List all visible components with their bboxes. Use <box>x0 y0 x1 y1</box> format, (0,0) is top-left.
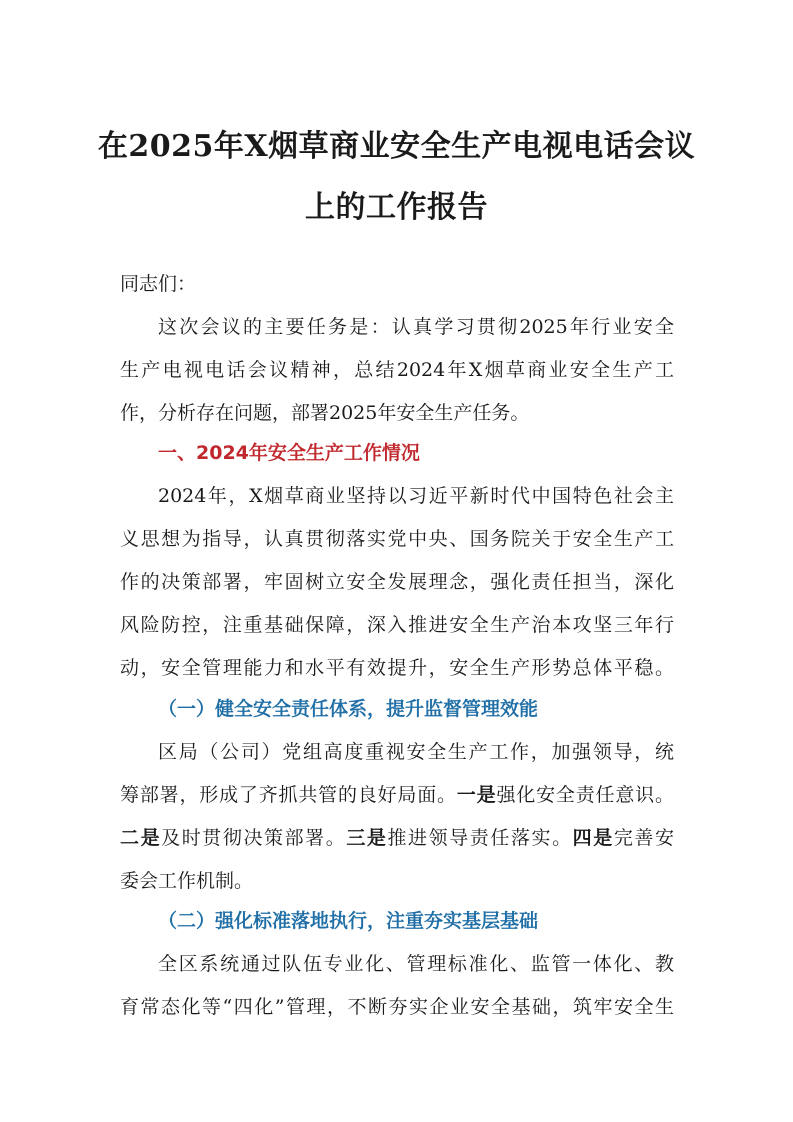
section-1-heading: 一、2024年安全生产工作情况 <box>158 442 420 464</box>
subsection-2-line-2: 育常态化等“四化”管理，不断夯实企业安全基础，筑牢安全生 <box>120 996 674 1018</box>
salutation: 同志们： <box>120 273 197 295</box>
emphasis-third: 三是 <box>346 827 388 849</box>
subsection-2-heading: （二）强化标准落地执行，注重夯实基层基础 <box>158 910 539 932</box>
emphasis-second: 二是 <box>120 827 162 849</box>
subsection-2-line-1: 全区系统通过队伍专业化、管理标准化、监管一体化、教 <box>158 953 674 975</box>
subsection-1-text: 推进领导责任落实。 <box>387 827 573 849</box>
subsection-1-text: 及时贯彻决策部署。 <box>161 827 347 849</box>
section-1-line-1: 2024年，X烟草商业坚持以习近平新时代中国特色社会主 <box>158 485 674 507</box>
subsection-1-line-4: 委会工作机制。 <box>120 870 254 892</box>
emphasis-fourth: 四是 <box>572 827 614 849</box>
section-1-line-2: 义思想为指导，认真贯彻落实党中央、国务院关于安全生产工 <box>120 528 674 550</box>
subsection-1-heading: （一）健全安全责任体系，提升监督管理效能 <box>158 698 539 720</box>
subsection-1-text: 筹部署，形成了齐抓共管的良好局面。 <box>120 784 457 806</box>
emphasis-first: 一是 <box>456 784 497 806</box>
section-1-line-5: 动，安全管理能力和水平有效提升，安全生产形势总体平稳。 <box>120 657 674 679</box>
subsection-1-line-1: 区局（公司）党组高度重视安全生产工作，加强领导，统 <box>158 741 674 763</box>
document-title-line-2: 上的工作报告 <box>305 190 488 225</box>
intro-line-2: 生产电视电话会议精神，总结2024年X烟草商业安全生产工 <box>120 359 674 381</box>
subsection-1-line-3 <box>120 829 674 848</box>
document-title-line-1: 在2025年X烟草商业安全生产电视电话会议 <box>97 129 696 164</box>
subsection-1-text: 强化安全责任意识。 <box>496 784 674 806</box>
section-1-line-4: 风险防控，注重基础保障，深入推进安全生产治本攻坚三年行 <box>120 614 674 636</box>
section-1-line-3: 作的决策部署，牢固树立安全发展理念，强化责任担当，深化 <box>120 571 674 593</box>
subsection-1-line-2 <box>120 786 674 805</box>
subsection-1-text: 完善安 <box>613 827 674 849</box>
intro-line-3: 作，分析存在问题，部署2025年安全生产任务。 <box>120 402 530 424</box>
intro-line-1: 这次会议的主要任务是：认真学习贯彻2025年行业安全 <box>158 316 674 338</box>
